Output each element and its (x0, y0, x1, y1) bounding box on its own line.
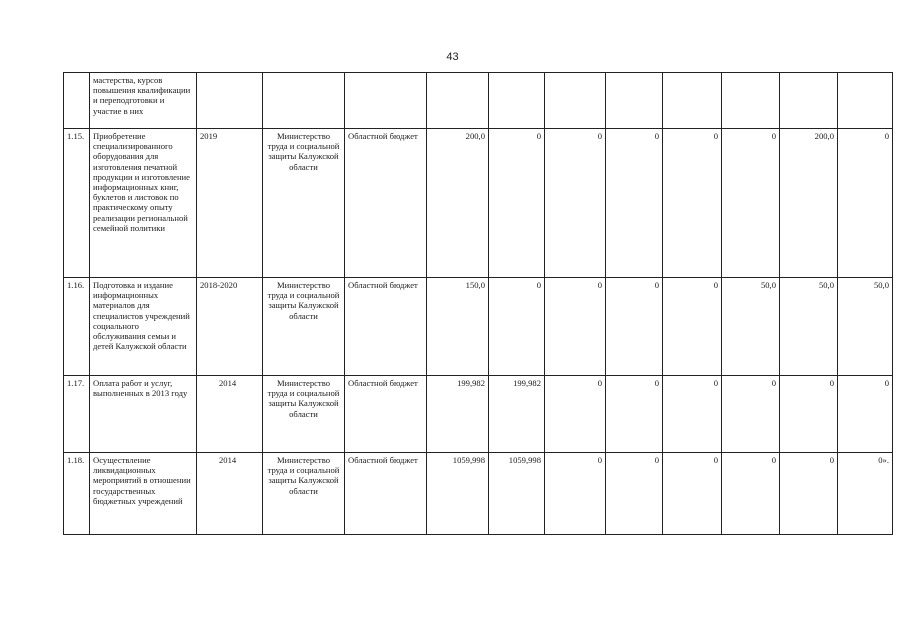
cell-value: 1059,998 (489, 453, 545, 535)
cell-num (64, 73, 90, 129)
table-row (64, 453, 893, 535)
table-row (64, 129, 893, 278)
cell-value: 0 (545, 129, 606, 278)
cell-value (545, 73, 606, 129)
cell-value (663, 73, 722, 129)
cell-value (722, 73, 780, 129)
cell-value: 0 (780, 376, 838, 453)
cell-term: 2018-2020 (197, 278, 263, 376)
cell-value: 50,0 (838, 278, 893, 376)
cell-value: 1059,998 (427, 453, 489, 535)
cell-value (606, 73, 663, 129)
cell-value (489, 73, 545, 129)
cell-value: 0 (722, 376, 780, 453)
cell-value: 0 (489, 129, 545, 278)
cell-value: 200,0 (780, 129, 838, 278)
cell-value: 0 (545, 453, 606, 535)
budget-table (63, 72, 893, 535)
cell-value: 0 (606, 129, 663, 278)
cell-executor: Министерство труда и социальной защиты Калужской области (263, 376, 345, 453)
cell-value: 0 (722, 453, 780, 535)
cell-value: 0 (489, 278, 545, 376)
cell-term (197, 73, 263, 129)
cell-executor: Министерство труда и социальной защиты Калужской области (263, 129, 345, 278)
cell-term: 2014 (197, 453, 263, 535)
cell-value: 50,0 (722, 278, 780, 376)
cell-name: Оплата работ и услуг, выполненных в 2013 году (90, 376, 197, 453)
cell-value: 0 (780, 453, 838, 535)
cell-term: 2014 (197, 376, 263, 453)
cell-value: 0 (838, 376, 893, 453)
cell-value: 0 (545, 376, 606, 453)
cell-source: Областной бюджет (345, 453, 427, 535)
cell-executor (263, 73, 345, 129)
page-number: 43 (446, 51, 459, 63)
cell-value: 199,982 (489, 376, 545, 453)
cell-num: 1.16. (64, 278, 90, 376)
cell-num: 1.18. (64, 453, 90, 535)
cell-value: 200,0 (427, 129, 489, 278)
cell-name: Осуществление ликвидационных мероприятий в отношении государственных бюджетных учреждений (90, 453, 197, 535)
cell-source (345, 73, 427, 129)
cell-term: 2019 (197, 129, 263, 278)
cell-value: 0 (606, 278, 663, 376)
cell-executor: Министерство труда и социальной защиты Калужской области (263, 278, 345, 376)
cell-source: Областной бюджет (345, 376, 427, 453)
cell-value: 0 (606, 376, 663, 453)
cell-value: 50,0 (780, 278, 838, 376)
table-row-continuation (64, 73, 893, 129)
cell-value (427, 73, 489, 129)
cell-name: Приобретение специализированного оборудования для изготовления печатной продукции и изготовление информационных книг, буклетов и листовок по практическому опыту реализации региональной семейной политики (90, 129, 197, 278)
cell-value: 0 (722, 129, 780, 278)
cell-value: 0 (663, 376, 722, 453)
cell-num: 1.17. (64, 376, 90, 453)
cell-name: мастерства, курсов повышения квалификации и переподготовки и участие в них (90, 73, 197, 129)
cell-source: Областной бюджет (345, 129, 427, 278)
cell-value: 150,0 (427, 278, 489, 376)
cell-value: 0 (663, 129, 722, 278)
cell-value: 0 (663, 278, 722, 376)
cell-executor: Министерство труда и социальной защиты Калужской области (263, 453, 345, 535)
cell-value: 0». (838, 453, 893, 535)
cell-name: Подготовка и издание информационных материалов для специалистов учреждений социального обслуживания семьи и детей Калужской области (90, 278, 197, 376)
cell-value: 199,982 (427, 376, 489, 453)
cell-source: Областной бюджет (345, 278, 427, 376)
cell-value: 0 (606, 453, 663, 535)
table-row (64, 376, 893, 453)
cell-value: 0 (838, 129, 893, 278)
cell-num: 1.15. (64, 129, 90, 278)
cell-value (780, 73, 838, 129)
table-row (64, 278, 893, 376)
cell-value: 0 (663, 453, 722, 535)
cell-value: 0 (545, 278, 606, 376)
cell-value (838, 73, 893, 129)
